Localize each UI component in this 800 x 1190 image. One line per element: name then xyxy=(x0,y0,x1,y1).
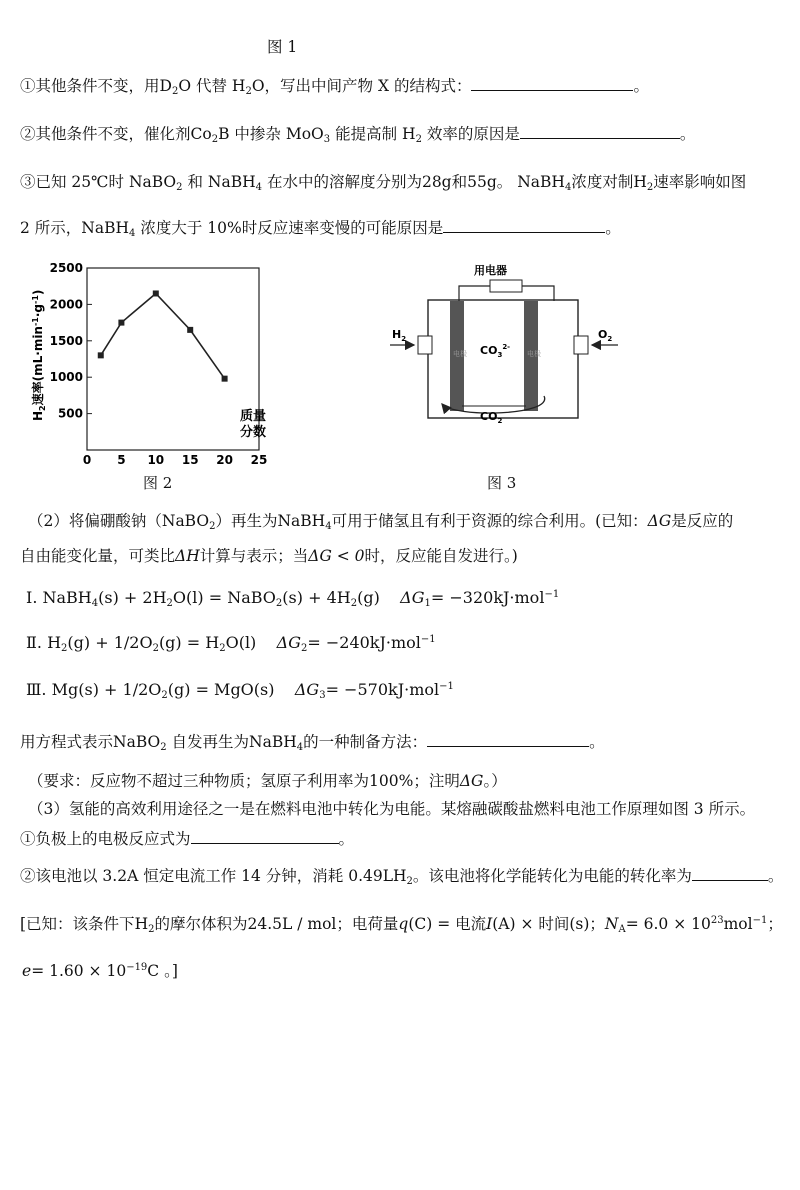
part2-question: 用方程式表示NaBO$_2$ 自发再生为NaBH$_4$的一种制备方法： 。 xyxy=(20,733,605,753)
question-1-2: ②其他条件不变，催化剂$Co_2B$ 中掺杂 MoO$_3$ 能提高制 $H_2$ 效率的原因是 。 xyxy=(20,125,696,145)
y-tick-label: 1500 xyxy=(49,333,83,348)
data-point xyxy=(187,327,193,333)
h2-inlet xyxy=(418,336,432,354)
left-electrode-label: 电极 xyxy=(453,350,467,358)
reaction-1: Ⅰ. NaBH$_4$(s) + $2H_2O(l)$ = NaBO$_2$(s) + $4H_2(g)$ $\Delta G_1= -320kJ\cdot mol^{-1}$ xyxy=(26,588,560,609)
reaction-2: Ⅱ. $H_2(g) + 1/2O_2(g) = H_2O(l)$ $\Delta G_2= -240kJ\cdot mol^{-1}$ xyxy=(26,633,436,654)
data-point xyxy=(118,320,124,326)
part3-question-2: ②该电池以 3.2A 恒定电流工作 14 分钟，消耗 $0.49LH_2$。该电池将化学能转化为电能的转化率为 。 xyxy=(20,867,784,887)
data-point xyxy=(222,376,228,382)
answer-blank-1-1[interactable] xyxy=(471,76,633,91)
answer-blank-3-2[interactable] xyxy=(692,866,768,881)
known-conditions-line-2: $e= 1.60 \times 10^{-19}C$ 。] xyxy=(22,962,178,980)
x-tick-label: 15 xyxy=(181,453,199,464)
o2-inlet xyxy=(574,336,588,354)
x-tick-label: 0 xyxy=(82,453,92,464)
series-line xyxy=(101,293,225,378)
part3-intro: （3）氢能的高效利用途径之一是在燃料电池中转化为电能。某熔融碳酸盐燃料电池工作原理如图 3 所示。 xyxy=(28,800,756,818)
x-tick-label: 20 xyxy=(216,453,233,464)
x-axis-label-line-2: 分数 xyxy=(240,425,267,440)
x-axis-label-line-1: 质量 xyxy=(240,409,267,424)
answer-blank-2[interactable] xyxy=(427,732,589,747)
plot-frame xyxy=(87,268,259,450)
y-tick-label: 1000 xyxy=(49,370,83,385)
answer-blank-1-2[interactable] xyxy=(520,124,680,139)
y-tick-label: 2500 xyxy=(49,261,83,275)
x-tick-label: 5 xyxy=(117,453,126,464)
part3-question-1: ①负极上的电极反应式为 。 xyxy=(20,830,355,848)
part2-requirement: （要求：反应物不超过三种物质；氢原子利用率为100%；注明ΔG。） xyxy=(28,772,507,790)
o2-label: $O_2$ xyxy=(598,328,613,343)
fig1-caption: 图 1 xyxy=(267,38,298,56)
question-1-3-cont: 2 所示，NaBH$_4$ 浓度大于 10%时反应速率变慢的可能原因是 。 xyxy=(20,219,621,239)
known-conditions-line-1: [已知：该条件下$H_2$的摩尔体积为24.5L / mol；电荷量q(C) = 电流I(A) × 时间(s)；$N_A= 6.0 \times 10^{23}mol^{-1}$； xyxy=(20,915,783,935)
reaction-3: Ⅲ. $Mg(s) + 1/2O_2(g) = MgO(s)$ $\Delta G_3= -570kJ\cdot mol^{-1}$ xyxy=(26,680,454,701)
y-tick-label: 2000 xyxy=(49,297,83,312)
question-1-1: ①其他条件不变，用$D_2O$ 代替 $H_2O$，写出中间产物 X 的结构式： 。 xyxy=(20,77,649,97)
x-tick-label: 10 xyxy=(147,453,165,464)
fig2-caption: 图 2 xyxy=(143,474,173,492)
data-point xyxy=(98,352,104,358)
answer-blank-1-3[interactable] xyxy=(443,218,605,233)
y-tick-label: 500 xyxy=(57,406,83,421)
carbonate-label: $CO_3^{2-}$ xyxy=(480,343,511,359)
y-axis-label: $H_2$速率$(mL\cdot\min^{-1}\cdot g^{-1})$ xyxy=(31,289,47,421)
answer-blank-3-1[interactable] xyxy=(191,829,339,844)
fig3-caption: 图 3 xyxy=(487,474,517,492)
question-1-3: ③已知 25℃时 NaBO$_2$ 和 NaBH$_4$ 在水中的溶解度分别为28g和55g。 NaBH$_4$浓度对制$H_2$速率影响如图 xyxy=(20,173,747,193)
part2-intro-line-1: （2）将偏硼酸钠（NaBO$_2$）再生为NaBH$_4$可用于储氢且有利于资源的综合利用。(已知：ΔG是反应的 xyxy=(28,512,734,532)
device-label: 用电器 xyxy=(474,264,507,277)
h2-label: $H_2$ xyxy=(392,328,407,343)
data-point xyxy=(153,290,159,296)
x-tick-label: 25 xyxy=(250,453,268,464)
figure-3-fuel-cell xyxy=(384,256,624,436)
right-electrode-label: 电极 xyxy=(527,350,541,358)
figure-2-chart xyxy=(28,256,288,464)
part2-intro-line-2: 自由能变化量，可类比ΔH计算与表示；当ΔG < 0时，反应能自发进行。) xyxy=(20,547,518,565)
device-box xyxy=(490,280,522,292)
co2-label: $CO_2$ xyxy=(480,410,503,425)
